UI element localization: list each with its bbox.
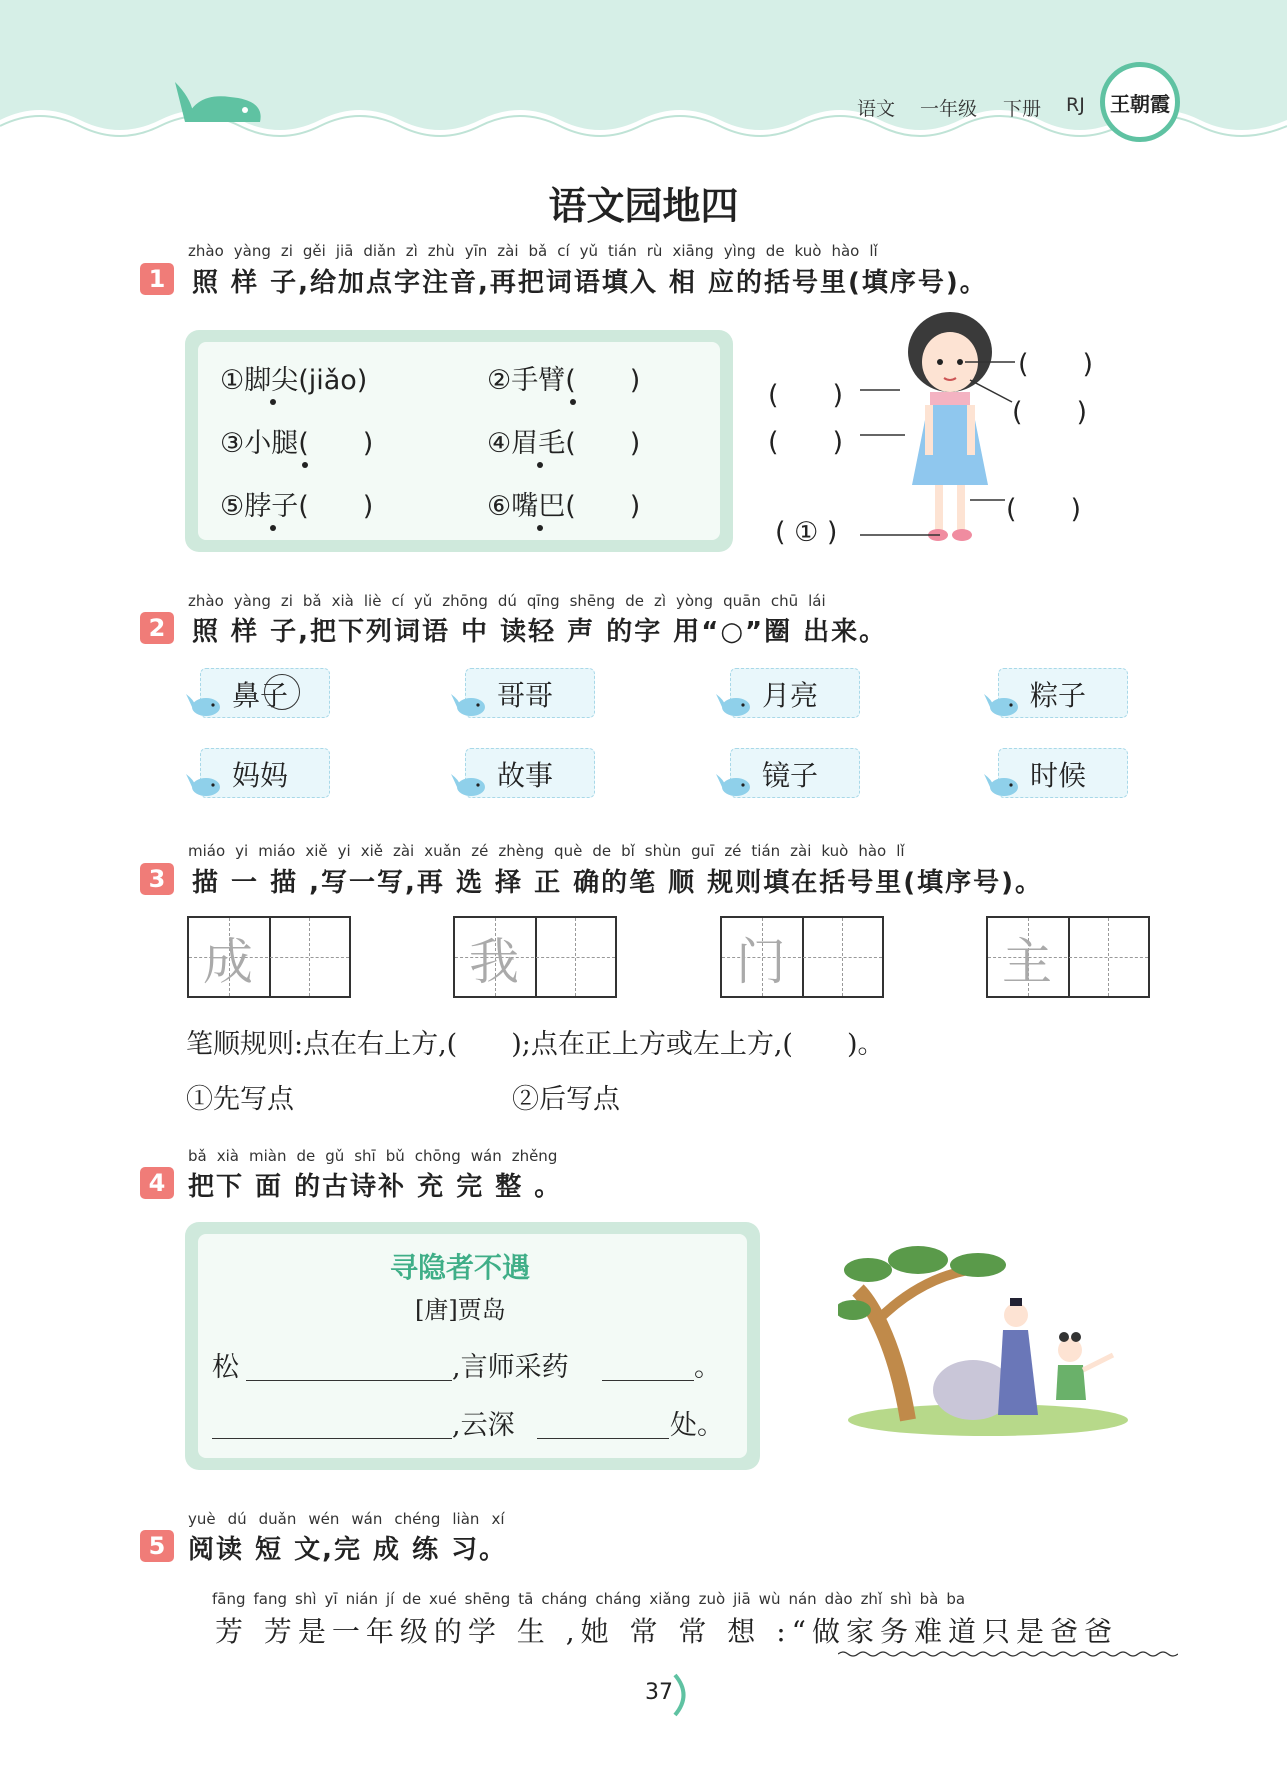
- q1-item: ③小腿( ): [220, 428, 374, 459]
- emphasis-dot: [537, 525, 543, 531]
- poem-blank[interactable]: [537, 1438, 669, 1439]
- pinyin-syllable: xià: [331, 592, 354, 610]
- header-volume: 下册: [1003, 98, 1042, 120]
- word-text: 时候: [1030, 759, 1087, 792]
- answer-blank[interactable]: ( ): [768, 380, 844, 411]
- word-text: 哥哥: [497, 679, 554, 712]
- pinyin-syllable: rù: [646, 242, 663, 260]
- pinyin-syllable: de: [296, 1147, 316, 1165]
- trace-character: 我: [469, 933, 519, 991]
- answer-blank[interactable]: ( ): [1012, 397, 1088, 428]
- pinyin-syllable: yīn: [464, 242, 488, 260]
- word-text: 故事: [497, 759, 554, 792]
- word-text: 妈妈: [232, 759, 289, 792]
- pinyin-syllable: lái: [808, 592, 826, 610]
- poem-blank[interactable]: [212, 1438, 452, 1439]
- pinyin-syllable: zuò: [698, 1590, 726, 1608]
- pinyin-syllable: gěi: [302, 242, 326, 260]
- q2-text: 照 样 子,把下列词语 中 读轻 声 的字 用“○”圈 出来。: [192, 617, 888, 647]
- q4-number-badge: 4: [140, 1167, 174, 1199]
- answer-blank-example: ( ① ): [775, 517, 838, 548]
- pinyin-syllable: tián: [608, 242, 637, 260]
- q1-item: ④眉毛( ): [487, 428, 641, 459]
- poem-blank[interactable]: [246, 1380, 452, 1381]
- pinyin-syllable: duǎn: [258, 1510, 297, 1528]
- passage-text: 芳 芳是一年级的学 生 ,她 常 常 想 :“做家务难道只是爸爸: [215, 1615, 1118, 1648]
- whale-icon: [186, 690, 222, 718]
- whale-icon: [984, 690, 1020, 718]
- page-title: 语文园地四: [548, 184, 739, 228]
- pinyin-syllable: tā: [518, 1590, 534, 1608]
- emphasis-dot: [270, 525, 276, 531]
- pinyin-syllable: bǎ: [188, 1147, 207, 1165]
- pinyin-syllable: zì: [653, 592, 666, 610]
- pinyin-syllable: jí: [385, 1590, 395, 1608]
- page-number: 37: [645, 1680, 673, 1705]
- trace-character: 门: [736, 933, 786, 991]
- pinyin-syllable: fāng: [212, 1590, 246, 1608]
- q1-number-badge: 1: [140, 263, 174, 295]
- pinyin-syllable: diǎn: [363, 242, 396, 260]
- header-subject: 语文: [857, 98, 896, 120]
- pinyin-syllable: zi: [280, 242, 293, 260]
- pinyin-syllable: shēng: [464, 1590, 511, 1608]
- pinyin-syllable: ba: [946, 1590, 966, 1608]
- pinyin-syllable: nián: [345, 1590, 378, 1608]
- pinyin-syllable: miàn: [248, 1147, 287, 1165]
- pinyin-syllable: yàng: [233, 242, 271, 260]
- pinyin-syllable: zhèng: [498, 842, 545, 860]
- pinyin-syllable: chéng: [394, 1510, 441, 1528]
- pinyin-syllable: cí: [391, 592, 404, 610]
- pinyin-syllable: cí: [557, 242, 570, 260]
- pinyin-syllable: zhǐ: [860, 1590, 883, 1608]
- pinyin-syllable: yàng: [233, 592, 271, 610]
- pinyin-syllable: kuò: [794, 242, 822, 260]
- whale-icon: [984, 770, 1020, 798]
- q1-pinyin: [188, 242, 988, 260]
- pinyin-syllable: xí: [491, 1510, 505, 1528]
- emphasis-dot: [537, 462, 543, 468]
- whale-icon: [716, 690, 752, 718]
- q1-item: ⑤脖子( ): [220, 491, 374, 522]
- pinyin-syllable: zi: [280, 592, 293, 610]
- word-text: 月亮: [762, 679, 819, 712]
- pinyin-syllable: shì: [295, 1590, 317, 1608]
- stroke-rule-line: 笔顺规则:点在右上方,( );点在正上方或左上方,( )。: [186, 1029, 885, 1060]
- whale-icon: [716, 770, 752, 798]
- word-text: 粽子: [1030, 679, 1087, 712]
- pinyin-syllable: zài: [392, 842, 415, 860]
- poem-author: [唐]贾岛: [415, 1296, 506, 1324]
- pinyin-syllable: xià: [216, 1147, 239, 1165]
- writing-grid[interactable]: [720, 916, 884, 998]
- pinyin-syllable: xiāng: [672, 242, 714, 260]
- pinyin-syllable: xiě: [360, 842, 383, 860]
- pinyin-syllable: lǐ: [896, 842, 905, 860]
- emphasis-dot: [270, 399, 276, 405]
- q4-text: 把下 面 的古诗补 充 完 整 。: [188, 1172, 563, 1202]
- pinyin-syllable: zì: [405, 242, 418, 260]
- pinyin-syllable: miáo: [258, 842, 296, 860]
- label-lines: [860, 350, 1020, 540]
- pinyin-syllable: wán: [351, 1510, 383, 1528]
- poem-scene-illustration: [838, 1240, 1138, 1440]
- pinyin-syllable: chōng: [414, 1147, 461, 1165]
- pinyin-syllable: què: [554, 842, 583, 860]
- brand-logo-text: 王朝霞: [1110, 91, 1170, 116]
- pinyin-syllable: shùn: [644, 842, 682, 860]
- pinyin-syllable: shī: [354, 1147, 376, 1165]
- pinyin-syllable: xiǎng: [649, 1590, 691, 1608]
- writing-grid[interactable]: [453, 916, 617, 998]
- pinyin-syllable: bǎ: [302, 592, 322, 610]
- q1-item: ②手臂( ): [487, 365, 641, 396]
- pinyin-syllable: yǔ: [413, 592, 433, 610]
- poem-line1-start: 松: [212, 1352, 239, 1383]
- q3-number-badge: 3: [140, 863, 174, 895]
- pinyin-syllable: liàn: [452, 1510, 480, 1528]
- pinyin-syllable: zhōng: [442, 592, 488, 610]
- pinyin-syllable: wán: [470, 1147, 502, 1165]
- pinyin-syllable: yìng: [723, 242, 756, 260]
- pinyin-syllable: bà: [919, 1590, 939, 1608]
- pinyin-syllable: jiā: [335, 242, 354, 260]
- pinyin-syllable: fang: [253, 1590, 288, 1608]
- pinyin-syllable: de: [402, 1590, 422, 1608]
- passage-pinyin: [212, 1590, 1172, 1608]
- pinyin-syllable: lǐ: [869, 242, 878, 260]
- q5-number-badge: 5: [140, 1530, 174, 1562]
- pinyin-syllable: bǔ: [385, 1147, 405, 1165]
- grid-guide: [1108, 918, 1109, 996]
- answer-blank[interactable]: ( ): [768, 427, 844, 458]
- pinyin-syllable: de: [765, 242, 785, 260]
- pinyin-syllable: yuè: [188, 1510, 216, 1528]
- q1-text: 照 样 子,给加点字注音,再把词语填入 相 应的括号里(填序号)。: [192, 268, 988, 298]
- pinyin-syllable: nán: [788, 1590, 817, 1608]
- pinyin-syllable: de: [592, 842, 612, 860]
- pinyin-syllable: kuò: [821, 842, 849, 860]
- q5-pinyin: [188, 1510, 688, 1528]
- writing-grid[interactable]: [986, 916, 1150, 998]
- pinyin-syllable: liè: [363, 592, 382, 610]
- pinyin-syllable: qīng: [526, 592, 560, 610]
- grid-guide: [842, 918, 843, 996]
- q2-number-badge: 2: [140, 612, 174, 644]
- trace-character: 主: [1002, 933, 1052, 991]
- pinyin-syllable: yòng: [676, 592, 714, 610]
- pinyin-syllable: hào: [858, 842, 887, 860]
- pinyin-syllable: yī: [324, 1590, 338, 1608]
- pinyin-syllable: zé: [724, 842, 742, 860]
- grid-guide: [309, 918, 310, 996]
- pinyin-syllable: zài: [790, 842, 812, 860]
- pinyin-syllable: cháng: [541, 1590, 588, 1608]
- pinyin-syllable: bǐ: [621, 842, 635, 860]
- pinyin-syllable: cháng: [595, 1590, 642, 1608]
- whale-icon: [186, 770, 222, 798]
- pinyin-syllable: zhù: [427, 242, 455, 260]
- q2-pinyin: [188, 592, 988, 610]
- q5-text: 阅读 短 文,完 成 练 习。: [188, 1535, 508, 1565]
- emphasis-dot: [570, 399, 576, 405]
- answer-blank[interactable]: ( ): [1006, 494, 1082, 525]
- pinyin-syllable: zé: [471, 842, 489, 860]
- answer-blank[interactable]: ( ): [1018, 349, 1094, 380]
- q1-item: ①脚尖(jiǎo): [220, 365, 368, 396]
- pinyin-syllable: shì: [890, 1590, 912, 1608]
- poem-line2-mid: ,云深: [452, 1410, 515, 1441]
- pinyin-syllable: xuǎn: [424, 842, 462, 860]
- pinyin-syllable: bǎ: [528, 242, 548, 260]
- example-circle-mark: [264, 674, 300, 710]
- q4-pinyin: [188, 1147, 788, 1165]
- pinyin-syllable: tián: [751, 842, 781, 860]
- option-first-dot: ①先写点: [186, 1084, 294, 1115]
- pinyin-syllable: miáo: [188, 842, 226, 860]
- pinyin-syllable: dú: [227, 1510, 247, 1528]
- pinyin-syllable: zài: [497, 242, 519, 260]
- poem-blank[interactable]: [602, 1380, 694, 1381]
- pinyin-syllable: wù: [758, 1590, 781, 1608]
- pinyin-syllable: hào: [831, 242, 860, 260]
- pinyin-syllable: zhào: [188, 242, 224, 260]
- word-text: 镜子: [762, 759, 819, 792]
- pinyin-syllable: xiě: [305, 842, 328, 860]
- pinyin-syllable: yi: [337, 842, 351, 860]
- pinyin-syllable: yi: [235, 842, 249, 860]
- pinyin-syllable: quān: [723, 592, 761, 610]
- pinyin-syllable: jiā: [733, 1590, 751, 1608]
- pinyin-syllable: shēng: [569, 592, 616, 610]
- poem-title: 寻隐者不遇: [390, 1251, 531, 1284]
- word-text: 鼻子: [232, 679, 289, 712]
- whale-logo-icon: [175, 72, 275, 132]
- header-grade: 一年级: [920, 98, 978, 120]
- q3-pinyin: [188, 842, 988, 860]
- pinyin-syllable: zhào: [188, 592, 224, 610]
- pinyin-syllable: chū: [770, 592, 799, 610]
- whale-icon: [451, 690, 487, 718]
- pinyin-syllable: dào: [824, 1590, 853, 1608]
- pinyin-syllable: guī: [691, 842, 715, 860]
- poem-line1-mid: ,言师采药: [452, 1352, 569, 1383]
- q3-text: 描 一 描 ,写一写,再 选 择 正 确的笔 顺 规则填在括号里(填序号)。: [192, 868, 1043, 898]
- pinyin-syllable: wén: [308, 1510, 340, 1528]
- poem-line2-end: 处。: [670, 1410, 724, 1441]
- wavy-underline: [838, 1650, 1178, 1658]
- pinyin-syllable: yǔ: [579, 242, 599, 260]
- grid-guide: [575, 918, 576, 996]
- header-edition: RJ: [1066, 94, 1085, 116]
- pinyin-syllable: dú: [497, 592, 517, 610]
- emphasis-dot: [302, 462, 308, 468]
- trace-character: 成: [203, 933, 253, 991]
- pinyin-syllable: de: [625, 592, 644, 610]
- pinyin-syllable: xué: [429, 1590, 457, 1608]
- q1-item: ⑥嘴巴( ): [487, 491, 641, 522]
- option-last-dot: ②后写点: [512, 1084, 620, 1115]
- brand-logo: [1100, 62, 1180, 142]
- poem-line1-end: 。: [694, 1352, 721, 1383]
- pinyin-syllable: gǔ: [325, 1147, 345, 1165]
- writing-grid[interactable]: [187, 916, 351, 998]
- pinyin-syllable: zhěng: [511, 1147, 558, 1165]
- whale-icon: [451, 770, 487, 798]
